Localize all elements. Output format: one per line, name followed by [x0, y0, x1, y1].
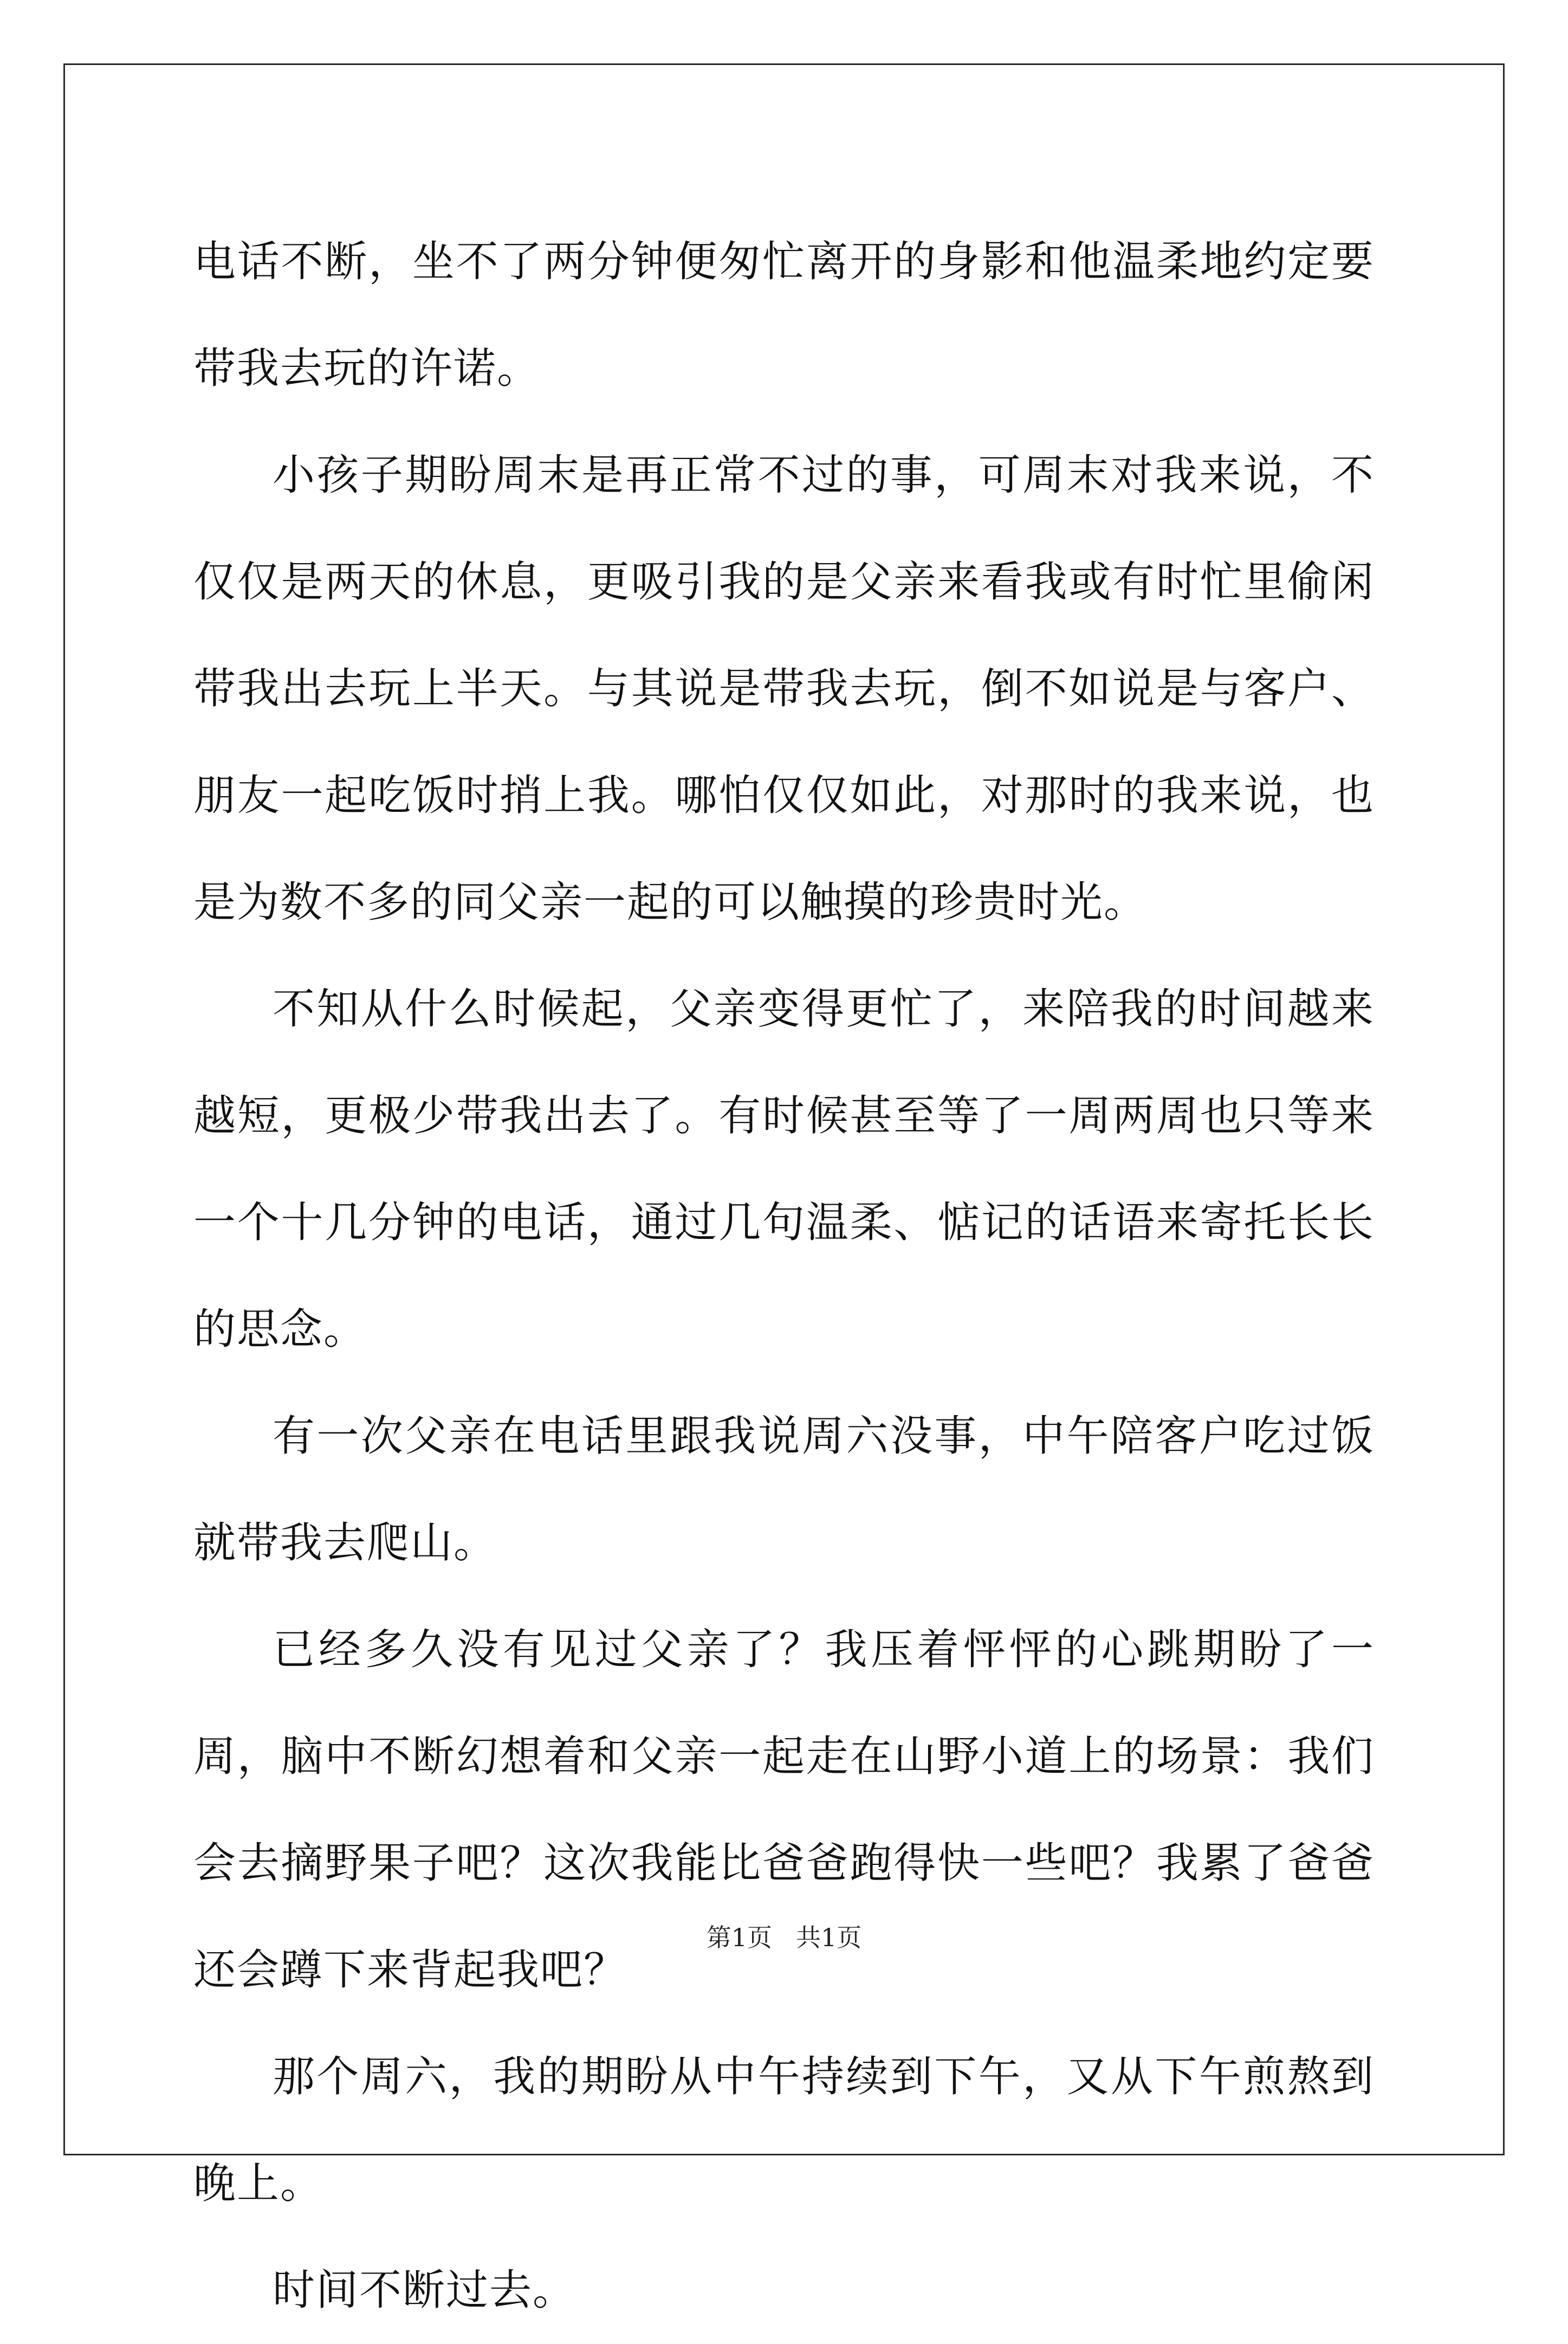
total-pages-label: 共1页: [795, 1923, 862, 1952]
paragraph-6: 那个周六，我的期盼从中午持续到下午，又从下午煎熬到晚上。: [193, 2052, 1375, 2208]
page-number-label: 第1页: [706, 1923, 773, 1952]
paragraph-4: 有一次父亲在电话里跟我说周六没事，中午陪客户吃过饭就带我去爬山。: [193, 1412, 1375, 1567]
paragraph-2: 小孩子期盼周末是再正常不过的事，可周末对我来说，不仅仅是两天的休息，更吸引我的是父亲来看我或有时忙里偷闲带我出去玩上半天。与其说是带我去玩，倒不如说是与客户、朋友一起吃饭时捎上我。哪怕仅仅如此，对那时的我来说，也是为数不多的同父亲一起的可以触摸的珍贵时光。: [193, 451, 1375, 927]
document-body: [193, 209, 1375, 2344]
paragraph-7: 时间不断过去。: [273, 2266, 576, 2315]
paragraph-1: 电话不断，坐不了两分钟便匆忙离开的身影和他温柔地约定要带我去玩的许诺。: [193, 237, 1375, 393]
paragraph-5: 已经多久没有见过父亲了？我压着怦怦的心跳期盼了一周，脑中不断幻想着和父亲一起走在山野小道上的场景：我们会去摘野果子吧？这次我能比爸爸跑得快一些吧？我累了爸爸还会蹲下来背起我吧？: [193, 1625, 1375, 1994]
page-footer: [0, 1921, 1568, 1954]
paragraph-3: 不知从什么时候起，父亲变得更忙了，来陪我的时间越来越短，更极少带我出去了。有时候甚至等了一周两周也只等来一个十几分钟的电话，通过几句温柔、惦记的话语来寄托长长的思念。: [193, 985, 1375, 1354]
